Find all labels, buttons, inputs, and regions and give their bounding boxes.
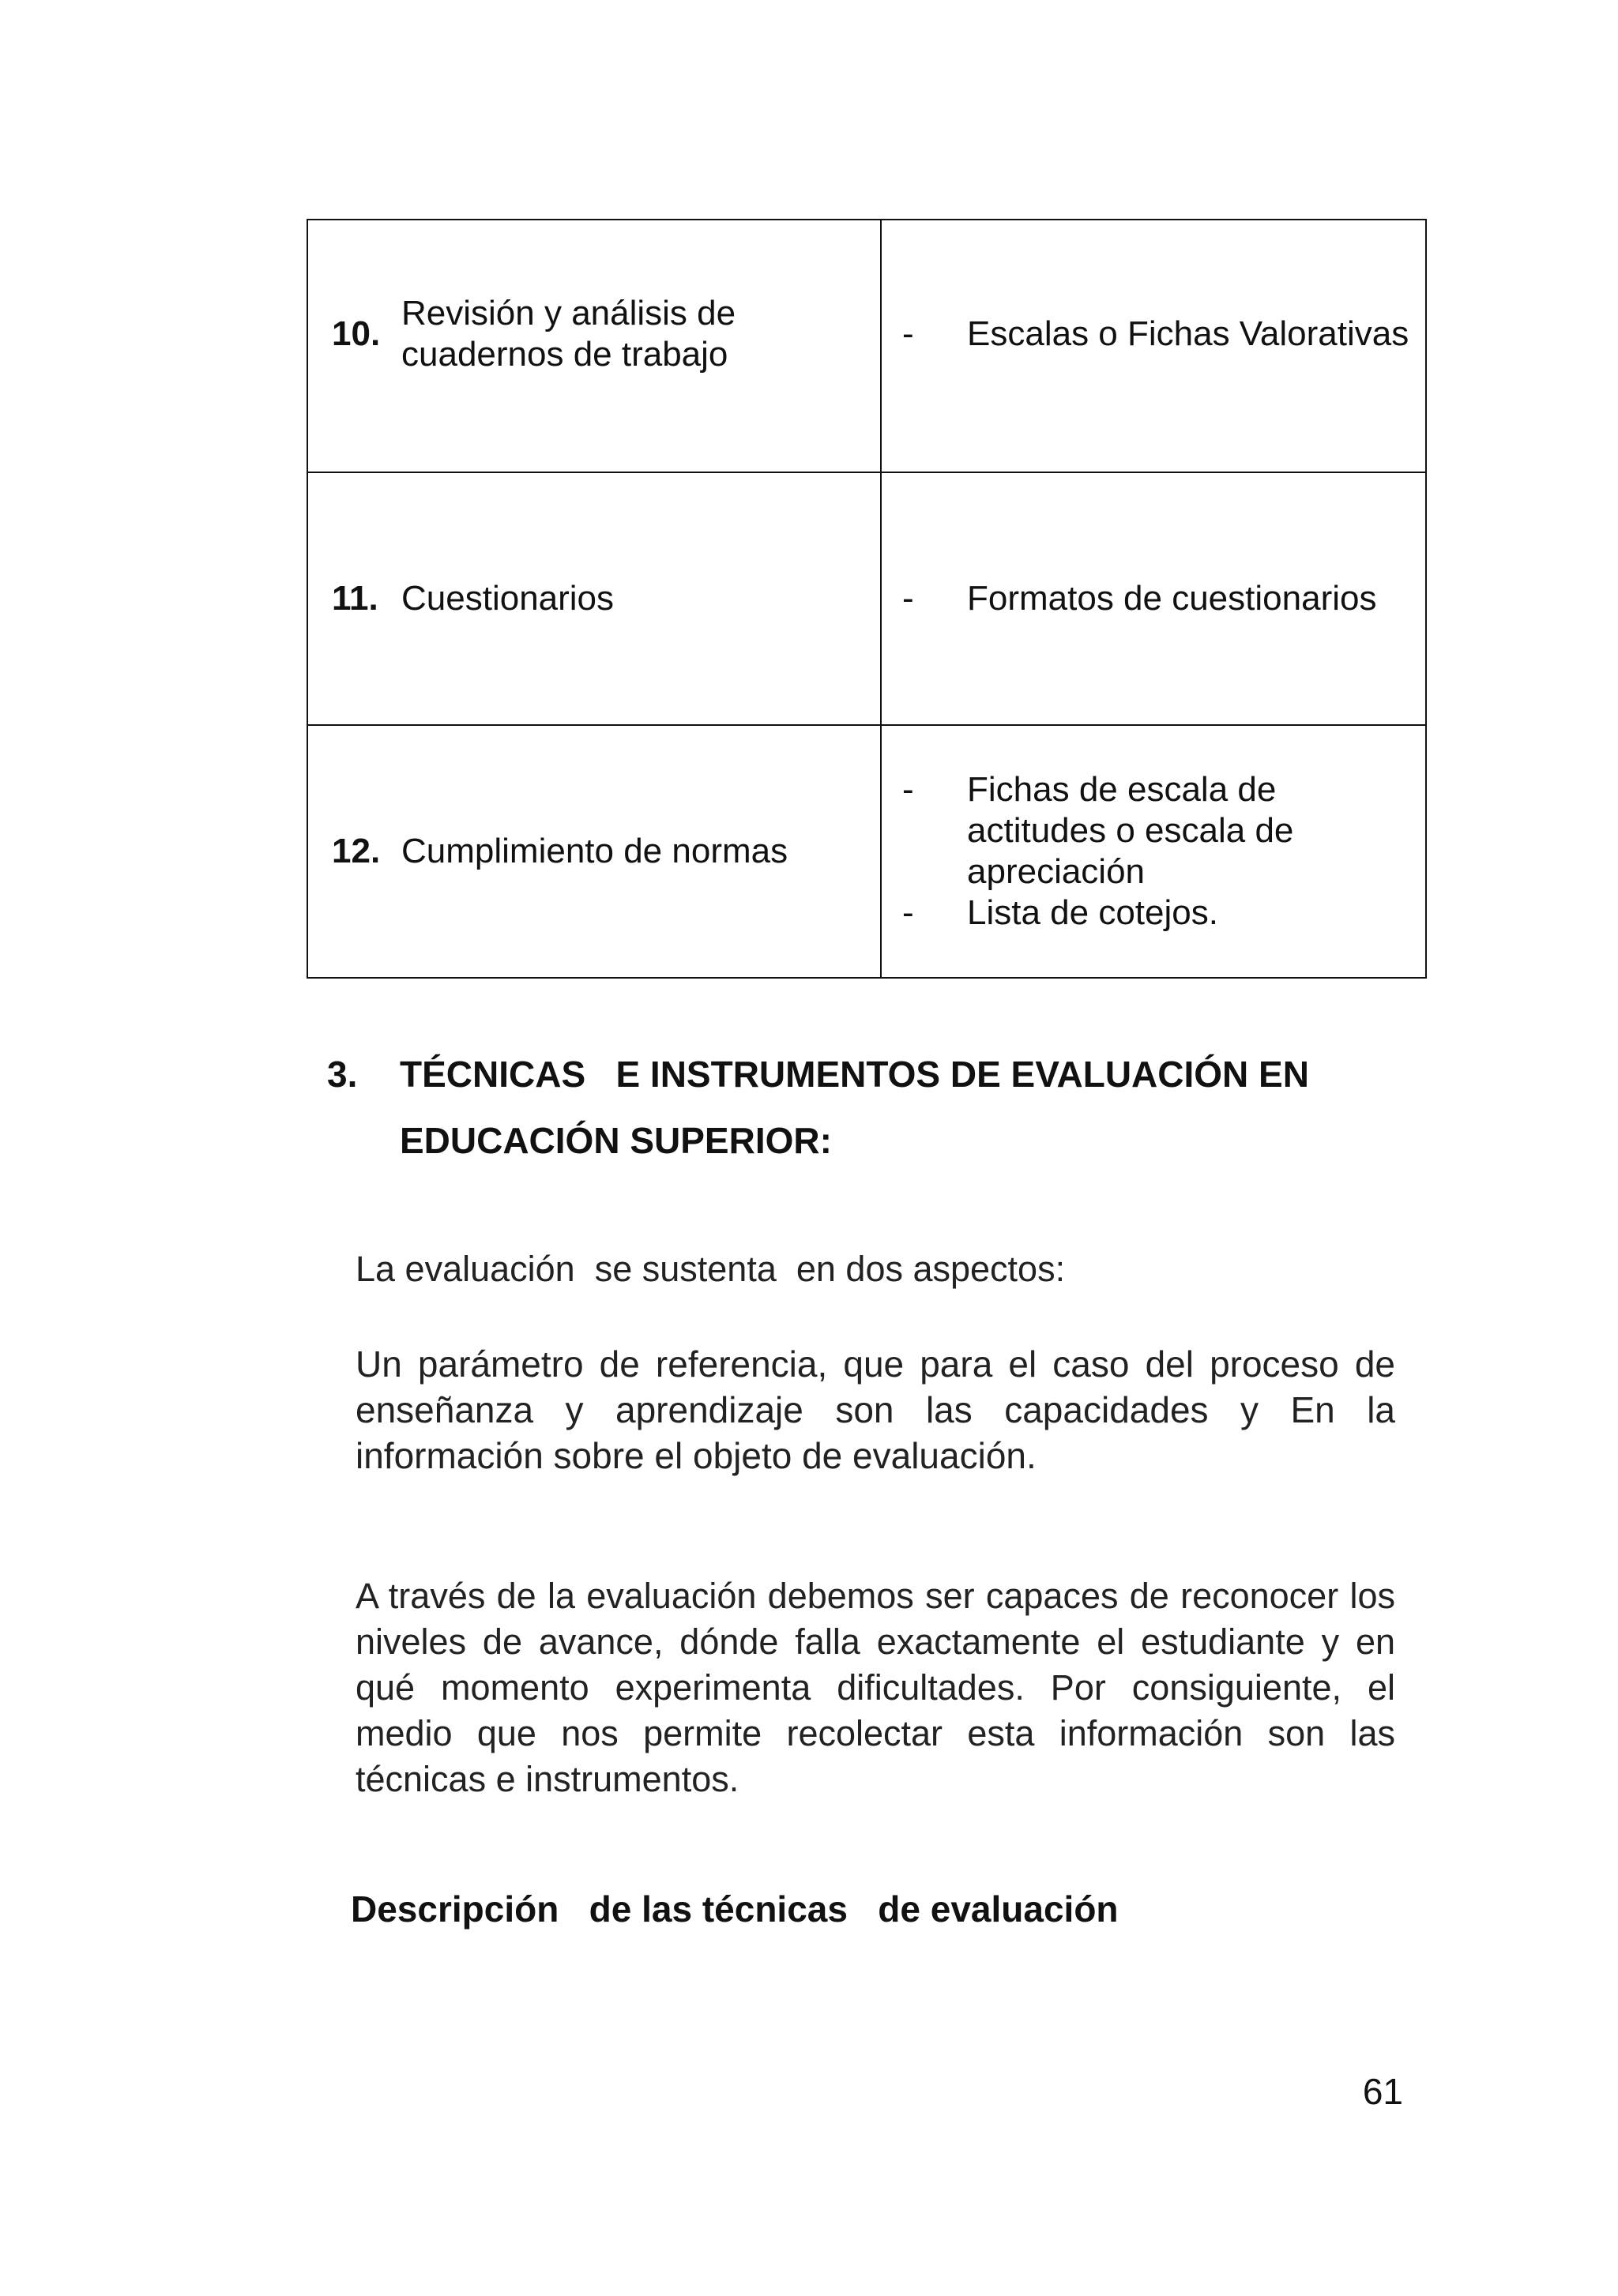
subheading: Descripción de las técnicas de evaluación: [351, 1888, 1119, 1930]
instrument-label: Fichas de escala de actitudes o escala de apreciación: [967, 770, 1294, 891]
activity-cell: [307, 472, 881, 725]
bullet-dash: -: [902, 893, 914, 932]
row-number: 12.: [332, 832, 381, 870]
table-row: [307, 472, 1426, 725]
table-row: [307, 220, 1426, 472]
instrument-cell: [881, 725, 1426, 978]
row-number: 11.: [332, 579, 378, 618]
activity-label: Cuestionarios: [401, 579, 615, 618]
section-heading: [327, 1041, 1427, 1174]
activity-cell: [307, 220, 881, 472]
instrument-item: [902, 578, 1409, 619]
body-paragraph: Un parámetro de referencia, que para el caso del proceso de enseñanza y aprendizaje son las capacidades y En la información sobre el objeto de evaluación.: [356, 1343, 1395, 1476]
activity-label: Cumplimiento de normas: [401, 832, 788, 870]
section-title: TÉCNICAS E INSTRUMENTOS DE EVALUACIÓN EN EDUCACIÓN SUPERIOR:: [400, 1054, 1319, 1161]
bullet-dash: -: [902, 314, 914, 353]
instrument-item: [902, 892, 1409, 934]
bullet-dash: -: [902, 770, 914, 809]
activity-cell: [307, 725, 881, 978]
section-number: 3.: [327, 1054, 358, 1095]
instrument-label: Escalas o Fichas Valorativas: [967, 314, 1409, 353]
instrument-label: Lista de cotejos.: [967, 893, 1218, 932]
body-paragraph: A través de la evaluación debemos ser capaces de reconocer los niveles de avance, dónde falla exactamente el estudiante y en qué momento experimenta dificultades. Por consiguiente, el medio que nos permite recolectar esta información son las técnicas e instrumentos.: [356, 1576, 1395, 1799]
instrument-item: [902, 769, 1409, 892]
page-number: 61: [1362, 2071, 1403, 2112]
row-number: 10.: [332, 314, 381, 353]
activity-label: Revisión y análisis de cuadernos de trabajo: [401, 294, 736, 374]
instrument-item: [902, 314, 1409, 355]
instrument-cell: [881, 472, 1426, 725]
evaluation-table: [307, 219, 1427, 979]
instrument-label: Formatos de cuestionarios: [967, 579, 1377, 618]
table-row: [307, 725, 1426, 978]
bullet-dash: -: [902, 579, 914, 618]
intro-paragraph: La evaluación se sustenta en dos aspectos:: [356, 1249, 1066, 1289]
instrument-cell: [881, 220, 1426, 472]
